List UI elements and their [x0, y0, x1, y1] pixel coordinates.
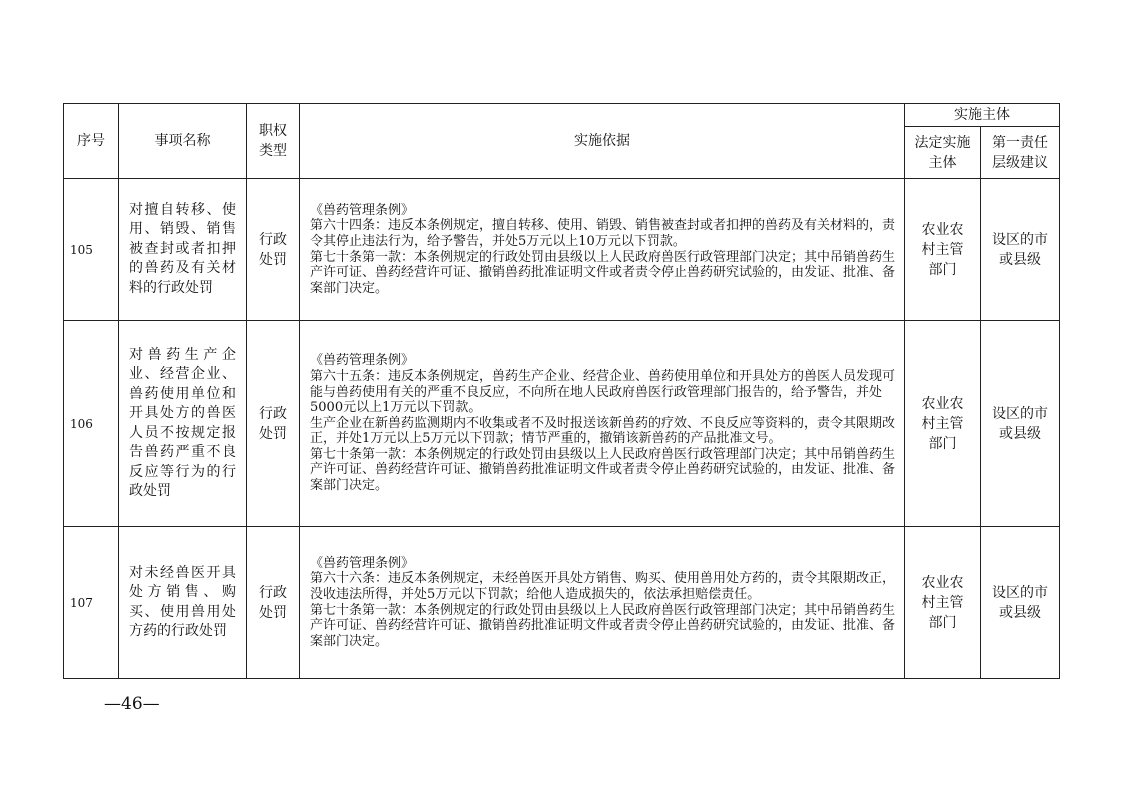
basis-line: 第六十五条：违反本条例规定，兽药生产企业、经营企业、兽药使用单位和开具处方的兽医人员发现可能与兽药使用有关的严重不良反应，不向所在地人民政府兽医行政管理部门报告的，给予警告，并处5000元以上1万元以下罚款。 [310, 368, 896, 416]
row-basis [300, 321, 905, 527]
basis-line: 《兽药管理条例》 [310, 202, 415, 218]
row-item-name: 对兽药生产企业、经营企业、兽药使用单位和开具处方的兽医人员不按规定报告兽药严重不良反应等行为的行政处罚 [119, 321, 247, 527]
table-row [64, 321, 1060, 527]
row-first-level: 设区的市或县级 [981, 527, 1060, 679]
basis-line: 第六十六条：违反本条例规定，未经兽医开具处方销售、购买、使用兽用处方药的，责令其限期改正，没收违法所得，并处5万元以下罚款；给他人造成损失的，依法承担赔偿责任。 [310, 571, 896, 602]
row-power-type: 行政处罚 [247, 527, 300, 679]
header-subject-group: 实施主体 [905, 104, 1060, 127]
header-power-type: 职权类型 [247, 104, 300, 179]
table-row [64, 527, 1060, 679]
row-legal-subject: 农业农村主管部门 [905, 527, 981, 679]
row-legal-subject: 农业农村主管部门 [905, 321, 981, 527]
row-basis [300, 179, 905, 321]
row-power-type: 行政处罚 [247, 321, 300, 527]
basis-line: 生产企业在新兽药监测期内不收集或者不及时报送该新兽药的疗效、不良反应等资料的，责令其限期改正，并处1万元以上5万元以下罚款；情节严重的，撤销该新兽药的产品批准文号。 [310, 415, 896, 447]
enforcement-table [63, 103, 1060, 679]
row-seq: 107 [64, 527, 119, 679]
basis-line: 第六十四条：违反本条例规定，擅自转移、使用、销毁、销售被查封或者扣押的兽药及有关材料的，责令其停止违法行为，给予警告，并处5万元以上10万元以下罚款。 [310, 218, 896, 249]
basis-line: 第七十条第一款：本条例规定的行政处罚由县级以上人民政府兽医行政管理部门决定；其中吊销兽药生产许可证、兽药经营许可证、撤销兽药批准证明文件或者责令停止兽药研究试验的，由发证、批准、备案部门决定。 [310, 249, 896, 296]
row-basis [300, 527, 905, 679]
header-seq: 序号 [64, 104, 119, 179]
row-seq: 106 [64, 321, 119, 527]
table-row [64, 179, 1060, 321]
row-item-name: 对擅自转移、使用、销毁、销售被查封或者扣押的兽药及有关材料的行政处罚 [119, 179, 247, 321]
row-legal-subject: 农业农村主管部门 [905, 179, 981, 321]
basis-line: 《兽药管理条例》 [310, 555, 415, 571]
row-power-type: 行政处罚 [247, 179, 300, 321]
header-item-name: 事项名称 [119, 104, 247, 179]
row-first-level: 设区的市或县级 [981, 179, 1060, 321]
header-legal-subject: 法定实施主体 [905, 127, 981, 179]
row-first-level: 设区的市或县级 [981, 321, 1060, 527]
basis-line: 第七十条第一款：本条例规定的行政处罚由县级以上人民政府兽医行政管理部门决定；其中吊销兽药生产许可证、兽药经营许可证、撤销兽药批准证明文件或者责令停止兽药研究试验的，由发证、批准、备案部门决定。 [310, 446, 896, 494]
row-seq: 105 [64, 179, 119, 321]
basis-line: 第七十条第一款：本条例规定的行政处罚由县级以上人民政府兽医行政管理部门决定；其中吊销兽药生产许可证、兽药经营许可证、撤销兽药批准证明文件或者责令停止兽药研究试验的，由发证、批准、备案部门决定。 [310, 602, 896, 649]
basis-line: 《兽药管理条例》 [310, 353, 415, 369]
header-first-level: 第一责任层级建议 [981, 127, 1060, 179]
page-number: —46— [104, 694, 160, 714]
header-basis: 实施依据 [300, 104, 905, 179]
row-item-name: 对未经兽医开具处方销售、购买、使用兽用处方药的行政处罚 [119, 527, 247, 679]
